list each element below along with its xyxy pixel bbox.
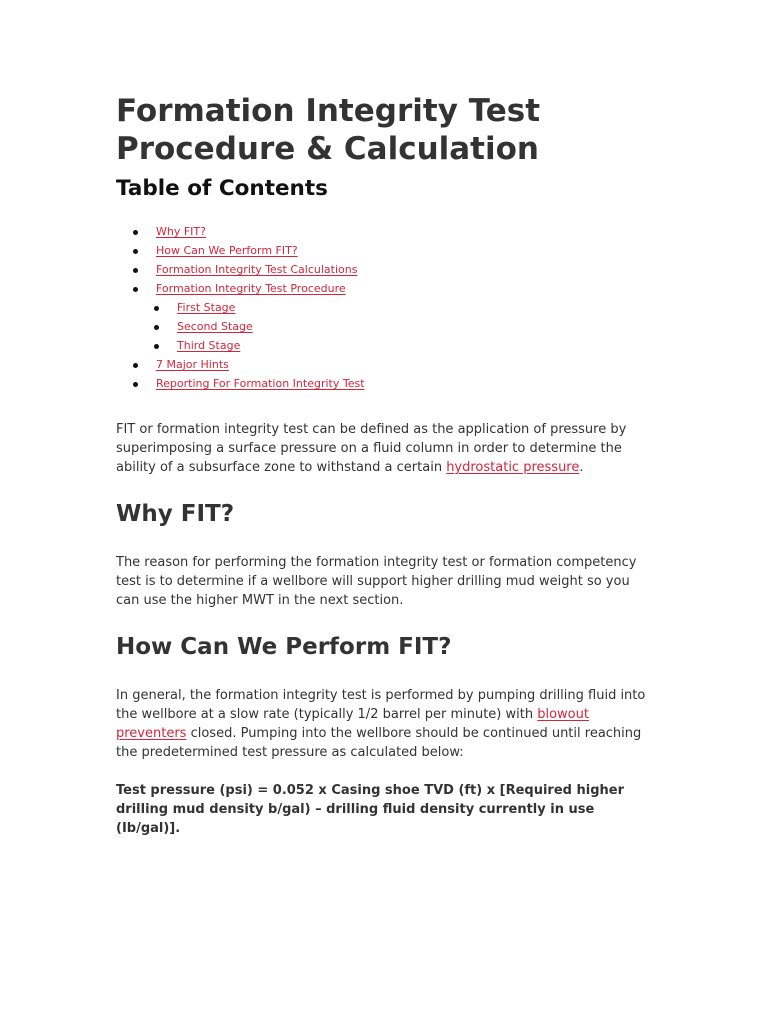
toc-item-reporting: [116, 374, 646, 393]
hydrostatic-pressure-link[interactable]: hydrostatic pressure: [446, 460, 580, 475]
toc-item-third-stage: [116, 336, 646, 355]
toc-link-third-stage[interactable]: Third Stage: [177, 339, 241, 352]
why-fit-paragraph: The reason for performing the formation integrity test or formation competency test is to determine if a wellbore will support higher drilling mud weight so you can use the higher MWT in the next section.: [116, 555, 637, 608]
toc-link-first-stage[interactable]: First Stage: [177, 301, 236, 314]
toc-link-second-stage[interactable]: Second Stage: [177, 320, 253, 333]
bullet-icon: [133, 230, 138, 235]
bullet-icon: [154, 325, 159, 330]
toc-item-why-fit: [116, 222, 646, 241]
bullet-icon: [133, 287, 138, 292]
toc-item-calculations: [116, 260, 646, 279]
toc-link-why-fit[interactable]: Why FIT?: [156, 225, 206, 238]
bullet-icon: [133, 382, 138, 387]
bullet-icon: [133, 363, 138, 368]
toc-item-first-stage: [116, 298, 646, 317]
how-perform-text: In general, the formation integrity test is performed by pumping drilling fluid into the wellbore at a slow rate (typically 1/2 barrel per minute) with: [116, 688, 646, 722]
bullet-icon: [154, 344, 159, 349]
article: [116, 92, 646, 838]
toc-link-how-perform[interactable]: How Can We Perform FIT?: [156, 244, 298, 257]
toc-link-calculations[interactable]: Formation Integrity Test Calculations: [156, 263, 358, 276]
how-perform-paragraph: [116, 686, 646, 762]
toc-item-second-stage: [116, 317, 646, 336]
blowout-preventers-link[interactable]: blowout preventers: [116, 707, 589, 741]
toc-heading: Table of Contents: [116, 176, 328, 201]
page-title-line-1: Formation Integrity Test: [116, 93, 541, 129]
toc-item-procedure: [116, 279, 646, 298]
how-perform-text-end: closed. Pumping into the wellbore should be continued until reaching the predetermined test pressure as calculated below:: [116, 726, 642, 760]
table-of-contents: [116, 222, 646, 393]
toc-link-reporting[interactable]: Reporting For Formation Integrity Test: [156, 377, 365, 390]
section-heading-why-fit: Why FIT?: [116, 501, 235, 527]
toc-link-major-hints[interactable]: 7 Major Hints: [156, 358, 229, 371]
intro-paragraph: [116, 420, 646, 477]
bullet-icon: [133, 268, 138, 273]
intro-text: FIT or formation integrity test can be defined as the application of pressure by superimposing a surface pressure on a fluid column in order to determine the ability of a subsurface zone to withstand a certain: [116, 422, 627, 475]
intro-text-end: .: [579, 460, 584, 475]
bullet-icon: [154, 306, 159, 311]
test-pressure-formula: Test pressure (psi) = 0.052 x Casing shoe TVD (ft) x [Required higher drilling mud density b/gal) – drilling fluid density currently in use (Ib/gal)].: [116, 783, 624, 836]
page-title-line-2: Procedure & Calculation: [116, 131, 539, 167]
section-heading-how-perform: How Can We Perform FIT?: [116, 634, 452, 660]
toc-item-how-perform: [116, 241, 646, 260]
toc-item-major-hints: [116, 355, 646, 374]
page-title: [116, 92, 646, 168]
bullet-icon: [133, 249, 138, 254]
toc-link-procedure[interactable]: Formation Integrity Test Procedure: [156, 282, 346, 295]
